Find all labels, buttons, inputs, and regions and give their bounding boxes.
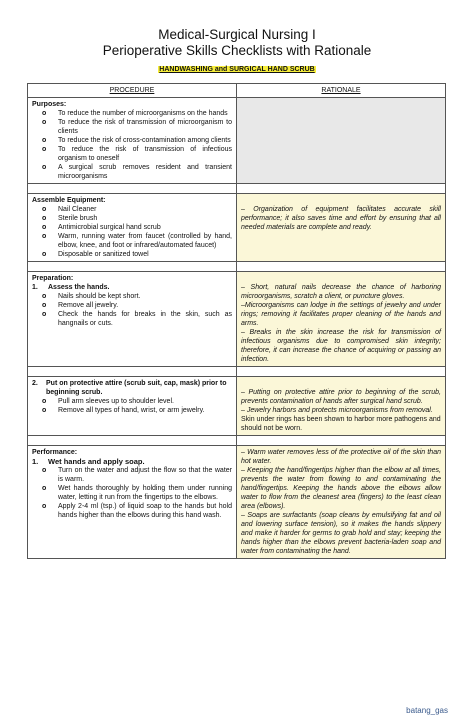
list-item: o Remove all jewelry. [42,302,119,309]
performance-heading: Performance: [32,449,78,456]
bullet-marker: o [42,485,47,492]
table-header-row [28,84,446,98]
purposes-row [28,98,446,184]
equipment-list [32,205,232,259]
checklist-table [27,83,446,559]
rationale-text: – Organization of equipment facilitates accurate skill performance; it also saves time and effort by ensuring that all needed materials are complete and ready. [241,206,441,231]
bullet-marker: o [42,164,47,171]
attire-rationale-cell [237,377,446,436]
procedure-column-header: PROCEDURE [28,84,237,98]
section-heading [0,66,474,73]
step-number: 2. [32,380,38,387]
bullet-marker: o [42,206,47,213]
footer-watermark: batang_gas [406,706,448,715]
step-title: 1. Wet hands and apply soap. [32,457,145,466]
rationale-text: should not be worn. [241,425,303,432]
list-item: o To reduce the risk of cross-contamination among clients [42,137,231,144]
document-subtitle: Perioperative Skills Checklists with Rationale [102,43,372,58]
list-item: o Nail Cleaner [42,206,97,213]
list-item: o Check the hands for breaks in the skin, such as hangnails or cuts. [42,311,232,327]
step-title: 1. Assess the hands. [32,284,110,291]
rationale-text: – Breaks in the skin increase the risk for transmission of infectious organisms due to compromised skin integrity; therefore, it can increase the chance of acquiring or passing an infection. [241,329,441,363]
bullet-marker: o [42,110,47,117]
list-item: o Turn on the water and adjust the flow so that the water is warm. [42,467,232,483]
spacer-cell [237,367,446,377]
rationale-text: – Keeping the hand/fingertips higher than the elbow at all times, prevents the water from flowing to and contaminating the hand/fingertips. Keeping the hands above the elbows allow water to flow from the cleanest area (fingers) to the least clean area (elbows). [241,467,441,510]
bullet-marker: o [42,251,47,258]
attire-list [32,397,232,415]
preparation-cell [28,272,237,367]
bullet-marker: o [42,215,47,222]
bullet-marker: o [42,119,47,126]
rationale-text: – Jewelry harbors and protects microorganisms from removal. [241,407,433,414]
rationale-text: – Short, natural nails decrease the chance of harboring microorganisms, scratch a client, or puncture gloves. [241,284,441,300]
spacer-cell [28,367,237,377]
spacer-cell [237,436,446,446]
purposes-rationale-cell [237,98,446,184]
rationale-column-header: RATIONALE [237,84,446,98]
equipment-rationale-cell [237,194,446,262]
list-item: o Disposable or sanitized towel [42,251,149,258]
preparation-row [28,272,446,367]
list-item: o A surgical scrub removes resident and transient microorganisms [42,164,232,180]
step-number: 1. [32,457,39,466]
list-item: o Nails should be kept short. [42,293,141,300]
performance-row [28,446,446,559]
performance-list [32,466,232,520]
attire-row [28,377,446,436]
document-title: Medical-Surgical Nursing I [158,27,316,42]
bullet-marker: o [42,467,47,474]
bullet-marker: o [42,302,47,309]
spacer-cell [28,262,237,272]
equipment-cell [28,194,237,262]
bullet-marker: o [42,293,47,300]
preparation-list [32,292,232,328]
list-item: o Apply 2-4 ml (tsp.) of liquid soap to the hands but hold hands higher than the elbows during this hand wash. [42,503,232,519]
preparation-heading: Preparation: [32,275,74,282]
performance-cell [28,446,237,559]
spacer-cell [237,262,446,272]
preparation-rationale-cell [237,272,446,367]
rationale-text: Skin under rings has been shown to harbor more pathogens and [241,416,441,423]
equipment-heading: Assemble Equipment: [32,197,106,204]
list-item: o To reduce the risk of transmission of microorganism to clients [42,119,232,135]
bullet-marker: o [42,398,47,405]
bullet-marker: o [42,146,47,153]
rationale-text: – Soaps are surfactants (soap cleans by emulsifying fat and oil and lowering surface tension), so it makes the hands slippery and make it harder for germs to grab hold and stay; keeping the hands higher than the elbows prevent bacteria-laden soap and water from contaminating the hand. [241,512,441,555]
list-item: o Pull arm sleeves up to shoulder level. [42,398,174,405]
section-heading-text: HANDWASHING and SURGICAL HAND SCRUB [159,66,315,73]
bullet-marker: o [42,311,47,318]
purposes-heading: Purposes: [32,101,67,108]
equipment-row [28,194,446,262]
list-item: o Antimicrobial surgical hand scrub [42,224,161,231]
purposes-list [32,109,232,181]
spacer-cell [237,184,446,194]
list-item: o Warm, running water from faucet (controlled by hand, elbow, knee, and foot or infrared/automated faucet) [42,233,232,249]
list-item: o To reduce the risk of transmission of infectious organism to oneself [42,146,232,162]
bullet-marker: o [42,137,47,144]
purposes-cell [28,98,237,184]
list-item: o To reduce the number of microorganisms on the hands [42,110,228,117]
rationale-text: –Microorganisms can lodge in the settings of jewelry and under rings; removing it facilitates proper cleaning of the hands and arms. [241,302,441,327]
list-item: o Remove all types of hand, wrist, or arm jewelry. [42,407,205,414]
step-title: 2. Put on protective attire (scrub suit, cap, mask) prior to beginning scrub. [32,380,227,396]
rationale-text: – Putting on protective attire prior to beginning of the scrub, prevents contamination of hands after surgical hand scrub. [241,389,441,405]
bullet-marker: o [42,224,47,231]
bullet-marker: o [42,233,47,240]
list-item: o Sterile brush [42,215,98,222]
spacer-cell [28,184,237,194]
rationale-text: – Warm water removes less of the protective oil of the skin than hot water. [241,449,441,465]
step-number: 1. [32,284,38,291]
attire-cell [28,377,237,436]
bullet-marker: o [42,407,47,414]
performance-rationale-cell [237,446,446,559]
list-item: o Wet hands thoroughly by holding them under running water, letting it run from the fingertips to the elbows. [42,485,232,501]
spacer-cell [28,436,237,446]
bullet-marker: o [42,503,47,510]
